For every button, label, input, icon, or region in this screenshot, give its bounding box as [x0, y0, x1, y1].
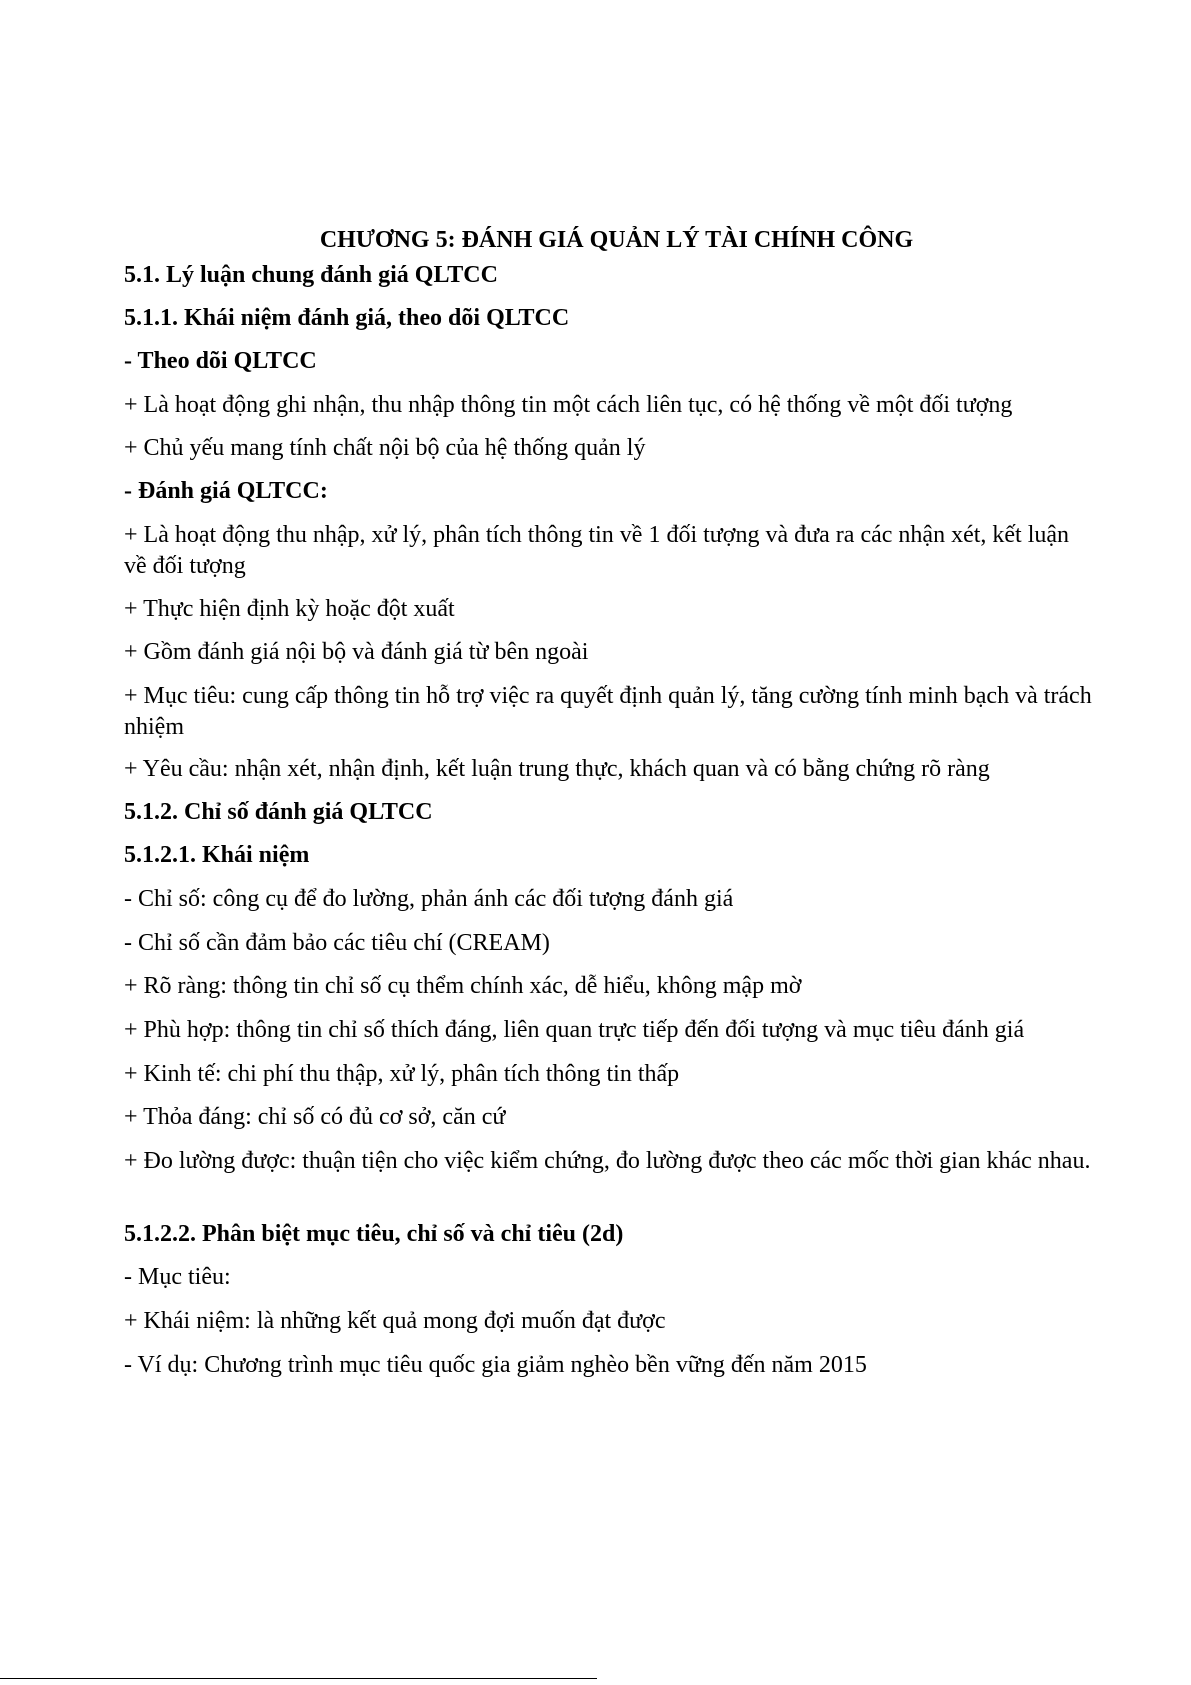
paragraph: + Chủ yếu mang tính chất nội bộ của hệ thống quản lý [124, 435, 646, 461]
paragraph: + Thỏa đáng: chỉ số có đủ cơ sở, căn cứ [124, 1104, 506, 1130]
paragraph: + Gồm đánh giá nội bộ và đánh giá từ bên ngoài [124, 639, 589, 665]
paragraph: + Rõ ràng: thông tin chỉ số cụ thểm chính xác, dễ hiểu, không mập mờ [124, 973, 802, 999]
section-heading-5-1-1: 5.1.1. Khái niệm đánh giá, theo dõi QLTCC [124, 305, 570, 331]
subheading-theo-doi: - Theo dõi QLTCC [124, 348, 317, 374]
paragraph: + Thực hiện định kỳ hoặc đột xuất [124, 596, 455, 622]
section-heading-5-1: 5.1. Lý luận chung đánh giá QLTCC [124, 262, 498, 288]
paragraph: + Là hoạt động thu nhập, xử lý, phân tích thông tin về 1 đối tượng và đưa ra các nhận xét, kết luận về đối tượng [124, 522, 1070, 579]
paragraph: + Yêu cầu: nhận xét, nhận định, kết luận trung thực, khách quan và có bằng chứng rõ ràng [124, 756, 990, 782]
subheading-danh-gia: - Đánh giá QLTCC: [124, 478, 328, 504]
paragraph: - Ví dụ: Chương trình mục tiêu quốc gia giảm nghèo bền vững đến năm 2015 [124, 1352, 867, 1378]
paragraph: - Mục tiêu: [124, 1264, 231, 1290]
chapter-title: CHƯƠNG 5: ĐÁNH GIÁ QUẢN LÝ TÀI CHÍNH CÔNG [319, 227, 914, 253]
section-heading-5-1-2: 5.1.2. Chỉ số đánh giá QLTCC [124, 799, 433, 825]
paragraph: + Phù hợp: thông tin chỉ số thích đáng, liên quan trực tiếp đến đối tượng và mục tiêu đánh giá [124, 1017, 1025, 1043]
section-heading-5-1-2-1: 5.1.2.1. Khái niệm [124, 842, 310, 868]
paragraph: + Là hoạt động ghi nhận, thu nhập thông tin một cách liên tục, có hệ thống về một đối tượng [124, 392, 1013, 418]
paragraph: + Khái niệm: là những kết quả mong đợi muốn đạt được [124, 1308, 666, 1334]
paragraph: - Chỉ số: công cụ để đo lường, phản ánh các đối tượng đánh giá [124, 886, 734, 912]
paragraph: - Chỉ số cần đảm bảo các tiêu chí (CREAM) [124, 930, 550, 956]
paragraph: + Kinh tế: chi phí thu thập, xử lý, phân tích thông tin thấp [124, 1061, 680, 1087]
footer-divider [0, 1678, 597, 1679]
paragraph: + Đo lường được: thuận tiện cho việc kiểm chứng, đo lường được theo các mốc thời gian khác nhau. [124, 1148, 1091, 1174]
paragraph: + Mục tiêu: cung cấp thông tin hỗ trợ việc ra quyết định quản lý, tăng cường tính minh bạch và trách nhiệm [124, 683, 1092, 740]
section-heading-5-1-2-2: 5.1.2.2. Phân biệt mục tiêu, chỉ số và chỉ tiêu (2d) [124, 1221, 624, 1247]
